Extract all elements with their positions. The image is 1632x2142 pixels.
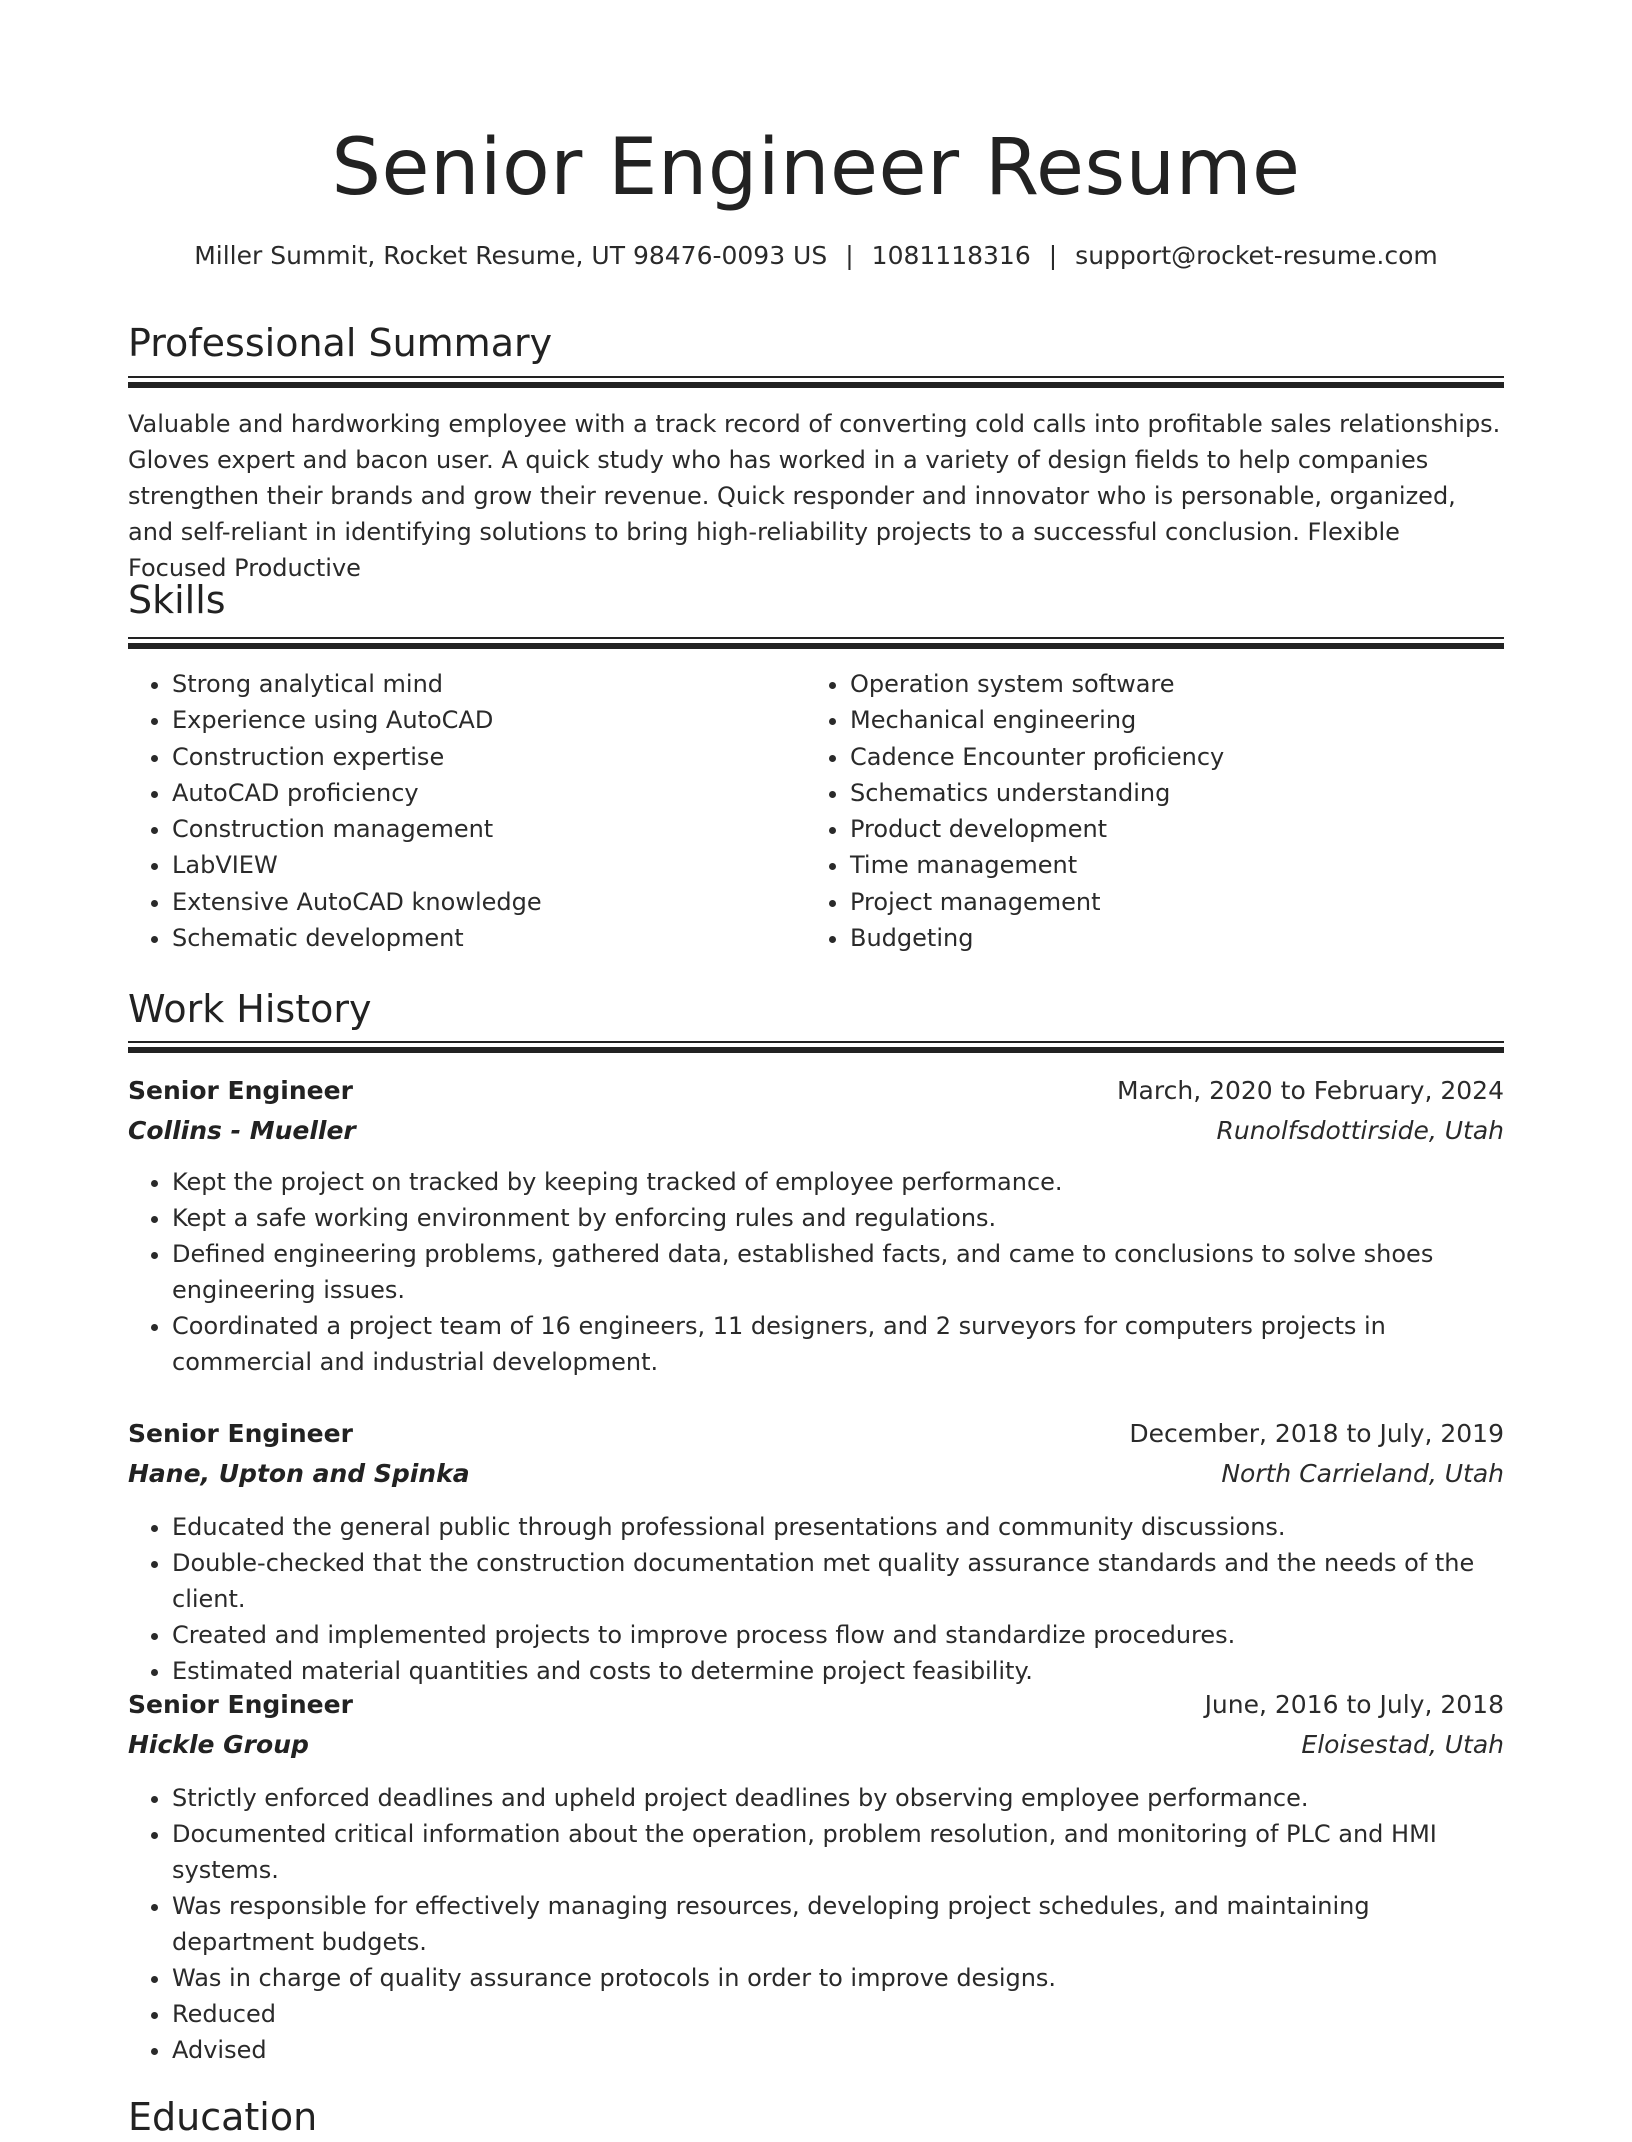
job-subheader xyxy=(128,1725,1504,1765)
section-divider xyxy=(128,376,1504,386)
job-dates: June, 2016 to July, 2018 xyxy=(1204,1690,1504,1719)
list-item: • Estimated material quantities and costs to determine project feasibility. xyxy=(172,1653,1504,1689)
job-location: Runolfsdottirside, Utah xyxy=(1216,1116,1504,1145)
skill-item: • Budgeting xyxy=(850,920,1504,956)
list-item: • Reduced xyxy=(172,1996,1504,2032)
contact-email[interactable]: support@rocket-resume.com xyxy=(1075,241,1438,270)
job-role: Senior Engineer xyxy=(128,1419,353,1448)
job-role: Senior Engineer xyxy=(128,1076,353,1105)
contact-address: Miller Summit, Rocket Resume, UT 98476-0093 US xyxy=(194,241,828,270)
contact-separator: | xyxy=(845,241,854,270)
contact-separator: | xyxy=(1048,241,1058,270)
section-divider xyxy=(128,1041,1504,1051)
list-item: • Was responsible for effectively managing resources, developing project schedules, and maintaining department budgets. xyxy=(172,1888,1504,1960)
skill-item: • AutoCAD proficiency xyxy=(172,775,806,811)
job-company: Hickle Group xyxy=(128,1730,309,1759)
list-item: • Kept a safe working environment by enforcing rules and regulations. xyxy=(172,1200,1504,1236)
summary-heading: Professional Summary xyxy=(128,321,553,365)
job-bullets xyxy=(128,1509,1504,1689)
skill-item: • Experience using AutoCAD xyxy=(172,702,806,738)
skill-item: • Extensive AutoCAD knowledge xyxy=(172,884,806,920)
resume-title: Senior Engineer Resume xyxy=(331,123,1301,213)
list-item: • Advised xyxy=(172,2032,1504,2068)
skill-item: • Strong analytical mind xyxy=(172,666,806,702)
job-subheader xyxy=(128,1454,1504,1494)
job-entry xyxy=(128,1071,1504,1380)
skill-item: • Product development xyxy=(850,811,1504,847)
job-bullets xyxy=(128,1164,1504,1380)
contact-phone: 1081118316 xyxy=(871,241,1031,270)
job-header xyxy=(128,1414,1504,1454)
education-heading: Education xyxy=(128,2095,318,2139)
skill-item: • Operation system software xyxy=(850,666,1504,702)
job-subheader xyxy=(128,1111,1504,1151)
list-item: • Documented critical information about the operation, problem resolution, and monitoring of PLC and HMI systems. xyxy=(172,1816,1504,1888)
list-item: • Educated the general public through professional presentations and community discussions. xyxy=(172,1509,1504,1545)
skill-item: • Construction management xyxy=(172,811,806,847)
job-entry xyxy=(128,1414,1504,1689)
list-item: • Was in charge of quality assurance protocols in order to improve designs. xyxy=(172,1960,1504,1996)
skills-column-left xyxy=(128,666,806,956)
skills-heading: Skills xyxy=(128,578,226,622)
job-location: Eloisestad, Utah xyxy=(1301,1730,1504,1759)
summary-text: Valuable and hardworking employee with a track record of converting cold calls into profitable sales relationships. Gloves expert and bacon user. A quick study who has worked in a variety of design fields to help companies strengthen their brands and grow their revenue. Quick responder and innovator who is personable, organized, and self-reliant in identifying solutions to bring high-reliability projects to a successful conclusion. Flexible Focused Productive xyxy=(128,410,1501,582)
skill-item: • Time management xyxy=(850,847,1504,883)
job-company: Hane, Upton and Spinka xyxy=(128,1459,470,1488)
skill-item: • Construction expertise xyxy=(172,739,806,775)
work-history-heading: Work History xyxy=(128,987,372,1031)
list-item: • Kept the project on tracked by keeping tracked of employee performance. xyxy=(172,1164,1504,1200)
job-company: Collins - Mueller xyxy=(128,1116,356,1145)
job-header xyxy=(128,1071,1504,1111)
skill-item: • Project management xyxy=(850,884,1504,920)
job-dates: March, 2020 to February, 2024 xyxy=(1116,1076,1504,1105)
job-header xyxy=(128,1685,1504,1725)
list-item: • Coordinated a project team of 16 engineers, 11 designers, and 2 surveyors for computers projects in commercial and industrial development. xyxy=(172,1308,1504,1380)
skill-item: • Schematic development xyxy=(172,920,806,956)
skill-item: • Mechanical engineering xyxy=(850,702,1504,738)
job-location: North Carrieland, Utah xyxy=(1221,1459,1504,1488)
skill-item: • LabVIEW xyxy=(172,847,806,883)
skill-item: • Schematics understanding xyxy=(850,775,1504,811)
list-item: • Created and implemented projects to improve process flow and standardize procedures. xyxy=(172,1617,1504,1653)
list-item: • Double-checked that the construction documentation met quality assurance standards and the needs of the client. xyxy=(172,1545,1504,1617)
section-divider xyxy=(128,637,1504,647)
job-entry xyxy=(128,1685,1504,2068)
list-item: • Defined engineering problems, gathered data, established facts, and came to conclusions to solve shoes engineering issues. xyxy=(172,1236,1504,1308)
list-item: • Strictly enforced deadlines and upheld project deadlines by observing employee performance. xyxy=(172,1780,1504,1816)
skills-column-right xyxy=(806,666,1504,956)
job-role: Senior Engineer xyxy=(128,1690,353,1719)
job-bullets xyxy=(128,1780,1504,2068)
contact-line xyxy=(128,238,1504,274)
job-dates: December, 2018 to July, 2019 xyxy=(1129,1419,1504,1448)
skill-item: • Cadence Encounter proficiency xyxy=(850,739,1504,775)
